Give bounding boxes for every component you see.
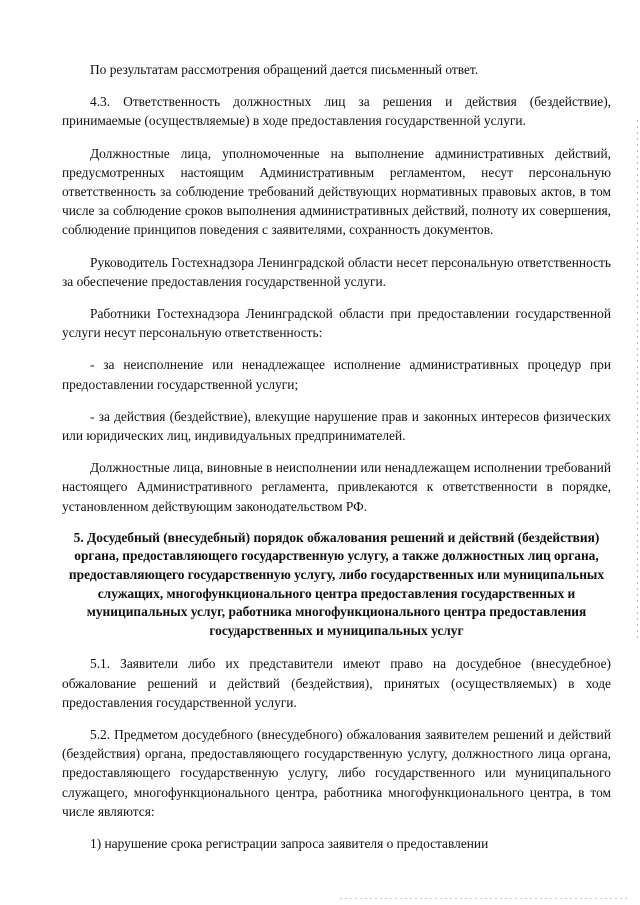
list-item-registration-term: 1) нарушение срока регистрации запроса заявителя о предоставлении xyxy=(90,836,489,852)
list-item-rights-violation: - за действия (бездействие), влекущие нарушение прав и законных интересов физических или юридических лиц, индивидуальных предпринимателей. xyxy=(62,408,611,444)
scan-edge-right xyxy=(637,120,638,640)
paragraph-officials-responsibility: Должностные лица, уполномоченные на выполнение административных действий, предусмотренных настоящим Административным регламентом, несут персональную ответственность за соблюдение требований действующих нормативных правовых актов, в том числе за соблюдение сроков выполнения административных действий, полноту их совершения, соблюдение принципов поведения с заявителями, сохранность документов. xyxy=(62,145,611,238)
paragraph-written-answer: По результатам рассмотрения обращений дается письменный ответ. xyxy=(90,62,479,77)
section-5-heading: 5. Досудебный (внесудебный) порядок обжалования решений и действий (бездействия) органа, предоставляющего государственную услугу, а также должностных лиц органа, предоставляющего государственную услугу, либо государственных или муниципальных служащих, многофункционального центра предоставления государственных и муниципальных услуг, работника многофункционального центра предоставления государственных и муниципальных услуг xyxy=(68,529,605,638)
document-page xyxy=(62,60,611,866)
paragraph-liability: Должностные лица, виновные в неисполнении или ненадлежащем исполнении требований настоящего Административного регламента, привлекаются к ответственности в порядке, установленном действующим законодательством РФ. xyxy=(62,460,611,514)
paragraph-5-1: 5.1. Заявители либо их представители имеют право на досудебное (внесудебное) обжалование решений и действий (бездействия), принятых (осуществляемых) в ходе предоставления государственной услуги. xyxy=(62,656,611,710)
list-item-non-performance: - за неисполнение или ненадлежащее исполнение административных процедур при предоставлении государственной услуги; xyxy=(62,357,611,392)
paragraph-5-2: 5.2. Предметом досудебного (внесудебного) обжалования заявителем решений и действий (бездействия) органа, предоставляющего государственную услугу, должностного лица органа, предоставляющего государственную услугу, либо государственного или муниципального служащего, многофункционального центра, работника многофункционального центра, в том числе являются: xyxy=(62,727,611,819)
paragraph-employees-responsibility: Работники Гостехнадзора Ленинградской области при предоставлении государственной услуги несут персональную ответственность: xyxy=(62,306,611,341)
paragraph-4-3: 4.3. Ответственность должностных лиц за решения и действия (бездействие), принимаемые (осуществляемые) в ходе предоставления государственной услуги. xyxy=(62,94,611,129)
scan-edge-bottom xyxy=(340,898,630,899)
paragraph-head-responsibility: Руководитель Гостехнадзора Ленинградской области несет персональную ответственность за обеспечение предоставления государственной услуги. xyxy=(62,254,611,289)
